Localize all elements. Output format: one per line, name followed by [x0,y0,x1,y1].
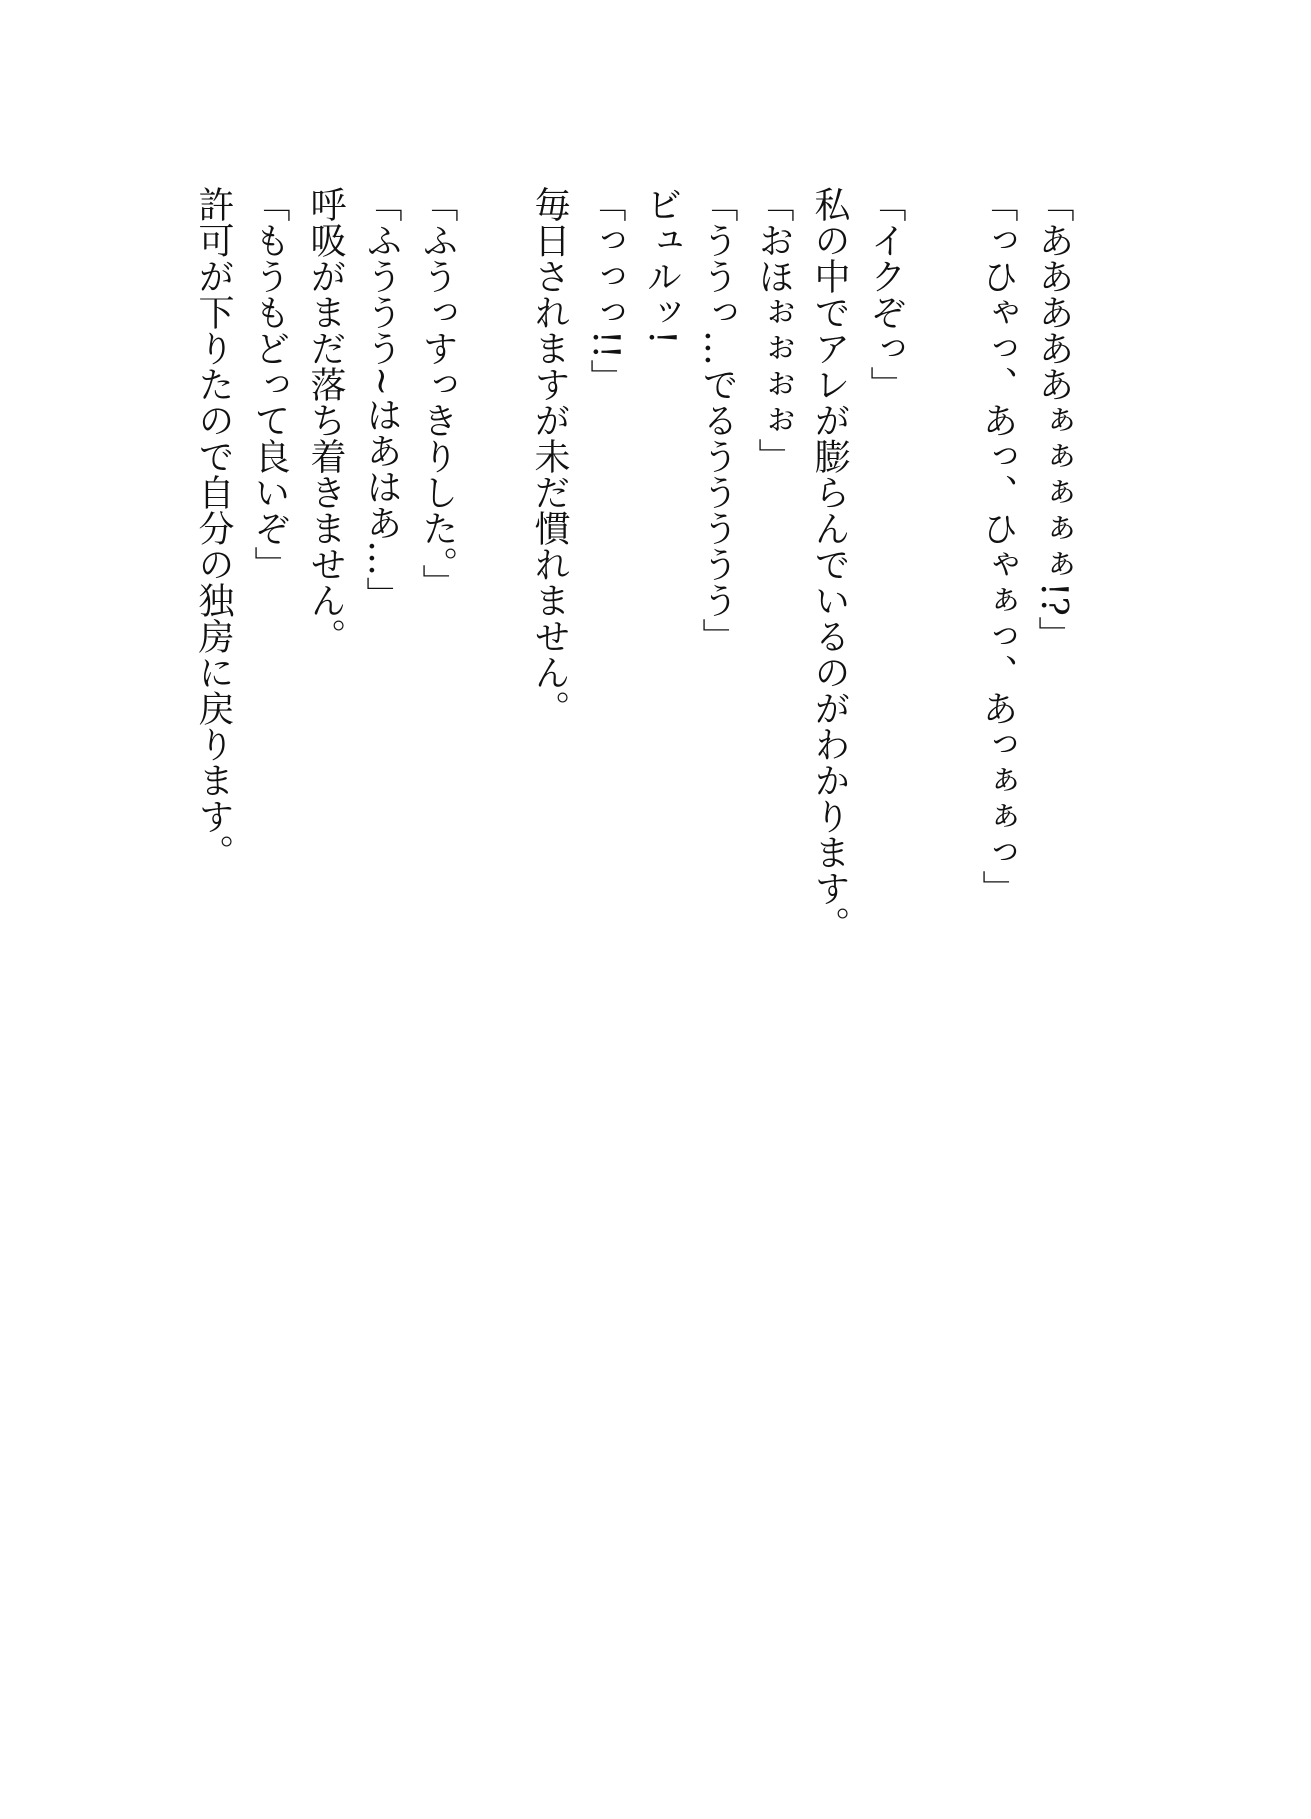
text-line-14: 呼吸がまだ落ち着きません。 [305,186,346,654]
blank-line [913,186,969,1066]
text-line-15: 「もうもどって良いぞ」 [249,186,290,582]
text-line-9: 「っっっ!!」 [585,186,626,395]
text-line-2: 「っひゃっ、あっ、ひゃぁっ、あっぁぁっ」 [977,186,1018,906]
text-line-12: 「ふうっすっきりした。」 [417,186,458,600]
blank-line [465,186,521,1066]
text-line-10: 毎日されますが未だ慣れません。 [529,186,570,726]
text-line-1: 「あああああぁぁぁぁぁ!?」 [1033,186,1074,652]
text-line-8: ビュルッ! [641,186,682,345]
text-line-13: 「ふううう~はあはあ…」 [361,186,402,613]
vertical-text-body [185,186,1081,1066]
text-line-5: 私の中でアレが膨らんでいるのがわかります。 [809,186,850,942]
text-line-4: 「イクぞっ」 [865,186,906,402]
text-line-16: 許可が下りたので自分の独房に戻ります。 [193,186,234,870]
text-line-7: 「ううっ…でるううううう」 [697,186,738,654]
text-line-6: 「おほぉぉぉぉ」 [753,186,794,474]
